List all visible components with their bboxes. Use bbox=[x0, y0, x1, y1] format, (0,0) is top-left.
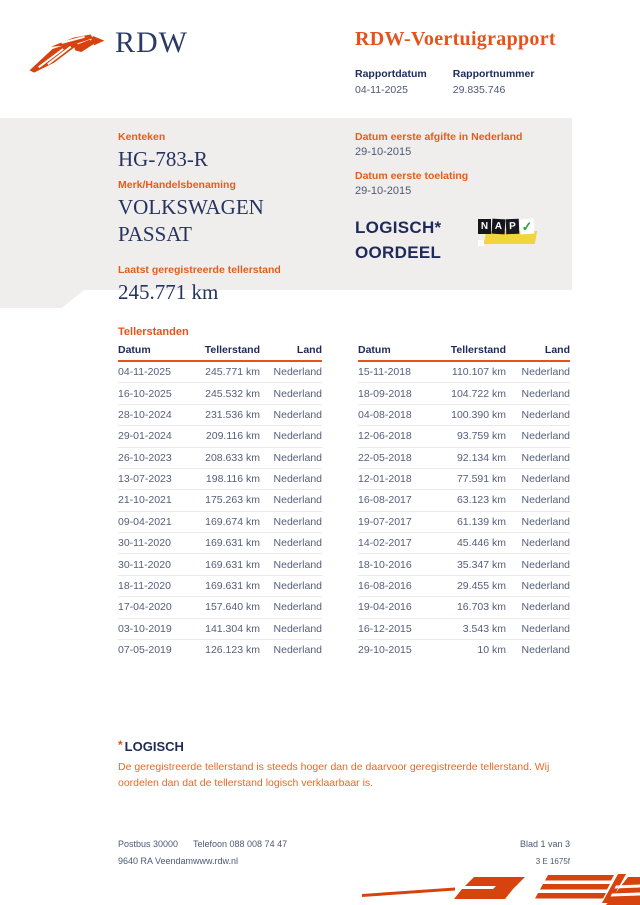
land-cell: Nederland bbox=[514, 597, 570, 618]
tellerstand-cell: 169.674 km bbox=[192, 511, 268, 532]
oordeel-line2: OORDEEL bbox=[355, 243, 442, 262]
land-cell: Nederland bbox=[268, 533, 322, 554]
table-header-row bbox=[358, 344, 570, 361]
column-header-land: Land bbox=[514, 344, 570, 361]
land-cell: Nederland bbox=[514, 490, 570, 511]
tellerstand-cell: 126.123 km bbox=[205, 644, 260, 657]
footer-website: www.rdw.nl bbox=[193, 856, 239, 866]
datum-cell: 13-07-2023 bbox=[118, 468, 192, 489]
land-cell: Nederland bbox=[514, 575, 570, 596]
table-row bbox=[358, 597, 570, 618]
land-cell: Nederland bbox=[514, 447, 570, 468]
table-row bbox=[358, 490, 570, 511]
land-cell: Nederland bbox=[268, 597, 322, 618]
land-cell: Nederland bbox=[514, 404, 570, 425]
land-cell: Nederland bbox=[268, 468, 322, 489]
tellerstand-cell: 104.722 km bbox=[434, 383, 514, 404]
table-row bbox=[358, 383, 570, 404]
footnote-title-text: LOGISCH bbox=[124, 739, 184, 754]
datum-cell: 04-11-2025 bbox=[118, 361, 192, 383]
tellerstand-cell: 92.134 km bbox=[434, 447, 514, 468]
footer-page-number: Blad 1 van 3 bbox=[519, 839, 570, 849]
land-cell: Nederland bbox=[268, 554, 322, 575]
land-cell: Nederland bbox=[268, 490, 322, 511]
nap-logo bbox=[478, 218, 538, 248]
datum-cell: 29-10-2015 bbox=[358, 644, 412, 657]
land-cell: Nederland bbox=[268, 404, 322, 425]
table-row bbox=[118, 404, 322, 425]
tellerstand-cell: 175.263 km bbox=[192, 490, 268, 511]
table-row bbox=[358, 511, 570, 532]
rapportdatum-label: Rapportdatum bbox=[355, 68, 427, 80]
land-cell: Nederland bbox=[514, 554, 570, 575]
footnote-asterisk: * bbox=[118, 738, 123, 752]
rdw-wordmark: RDW bbox=[115, 26, 188, 59]
table-row bbox=[358, 575, 570, 596]
land-cell: Nederland bbox=[521, 644, 570, 657]
footnote-body: De geregistreerde tellerstand is steeds hoger dan de daarvoor geregistreerde tellerstand. Wij oordelen dan dat de tellerstand logisch verklaarbaar is. bbox=[118, 761, 550, 789]
datum-cell: 09-04-2021 bbox=[118, 511, 192, 532]
tellerstand-cell: 245.532 km bbox=[192, 383, 268, 404]
table-row bbox=[358, 361, 570, 383]
datum-cell: 29-01-2024 bbox=[118, 426, 192, 447]
tellerstand-cell: 141.304 km bbox=[192, 618, 268, 639]
tellerstand-cell: 29.455 km bbox=[434, 575, 514, 596]
table-row bbox=[118, 361, 322, 383]
merk-label: Merk/Handelsbenaming bbox=[118, 179, 236, 191]
datum-cell: 19-07-2017 bbox=[358, 511, 434, 532]
datum-cell: 19-04-2016 bbox=[358, 597, 434, 618]
land-cell: Nederland bbox=[268, 575, 322, 596]
footer-address-line1: Postbus 30000 bbox=[118, 839, 179, 849]
table-header-row bbox=[118, 344, 322, 361]
land-cell: Nederland bbox=[514, 533, 570, 554]
toelating-label: Datum eerste toelating bbox=[355, 170, 469, 182]
tellerstand-cell: 198.116 km bbox=[192, 468, 268, 489]
tellerstand-cell: 157.640 km bbox=[192, 597, 268, 618]
tellerstand-cell: 100.390 km bbox=[434, 404, 514, 425]
datum-cell: 12-06-2018 bbox=[358, 426, 434, 447]
column-header-tellerstand: Tellerstand bbox=[434, 344, 514, 361]
oordeel-line1: LOGISCH* bbox=[355, 218, 442, 237]
bottom-wing-decoration-icon bbox=[362, 872, 640, 905]
oordeel-text bbox=[355, 215, 585, 265]
table-row bbox=[358, 618, 570, 639]
datum-cell: 16-10-2025 bbox=[118, 383, 192, 404]
datum-cell: 30-11-2020 bbox=[118, 533, 192, 554]
datum-cell: 30-11-2020 bbox=[118, 554, 192, 575]
tellerstanden-section-title: Tellerstanden bbox=[118, 326, 189, 338]
afgifte-value: 29-10-2015 bbox=[355, 146, 412, 158]
datum-cell: 18-09-2018 bbox=[358, 383, 434, 404]
tellerstand-cell: 245.771 km bbox=[192, 361, 268, 383]
land-cell: Nederland bbox=[268, 361, 322, 383]
nap-white-square bbox=[478, 240, 484, 246]
table-row bbox=[358, 554, 570, 575]
table-row bbox=[118, 575, 322, 596]
nap-letter-p: P bbox=[506, 219, 520, 234]
table-row bbox=[358, 426, 570, 447]
tellerstand-cell: 208.633 km bbox=[192, 447, 268, 468]
land-cell: Nederland bbox=[268, 511, 322, 532]
land-cell: Nederland bbox=[514, 426, 570, 447]
table-row bbox=[118, 554, 322, 575]
tellerstand-cell: 3.543 km bbox=[434, 618, 514, 639]
land-cell: Nederland bbox=[514, 361, 570, 383]
tellerstand-cell: 63.123 km bbox=[434, 490, 514, 511]
logisch-footnote bbox=[118, 738, 580, 791]
afgifte-label: Datum eerste afgifte in Nederland bbox=[355, 131, 523, 143]
table-row bbox=[118, 639, 322, 660]
toelating-value: 29-10-2015 bbox=[355, 185, 412, 197]
tellerstanden-table-right bbox=[358, 344, 570, 660]
table-row bbox=[358, 533, 570, 554]
table-row bbox=[118, 511, 322, 532]
rdw-eagle-icon bbox=[28, 20, 112, 78]
table-row bbox=[118, 533, 322, 554]
datum-cell: 21-10-2021 bbox=[118, 490, 192, 511]
laatste-tellerstand-value: 245.771 km bbox=[118, 280, 219, 304]
land-cell: Nederland bbox=[268, 618, 322, 639]
table-row bbox=[358, 447, 570, 468]
land-cell: Nederland bbox=[514, 383, 570, 404]
land-cell: Nederland bbox=[268, 426, 322, 447]
rapportdatum-value: 04-11-2025 bbox=[355, 84, 408, 96]
kenteken-value: HG-783-R bbox=[118, 147, 208, 171]
tellerstand-cell: 110.107 km bbox=[434, 361, 514, 383]
tellerstand-cell: 35.347 km bbox=[434, 554, 514, 575]
datum-cell: 12-01-2018 bbox=[358, 468, 434, 489]
land-cell: Nederland bbox=[514, 468, 570, 489]
tellerstand-cell: 77.591 km bbox=[434, 468, 514, 489]
rapportnummer-label: Rapportnummer bbox=[452, 68, 535, 80]
table-row bbox=[358, 639, 570, 660]
footer-form-code: 3 E 1675f bbox=[535, 857, 570, 866]
table-row bbox=[358, 404, 570, 425]
table-row bbox=[118, 468, 322, 489]
rapportnummer-value: 29.835.746 bbox=[452, 84, 506, 96]
column-header-tellerstand: Tellerstand bbox=[192, 344, 268, 361]
datum-cell: 16-12-2015 bbox=[358, 618, 434, 639]
merk-value-line2: PASSAT bbox=[118, 222, 192, 246]
datum-cell: 03-10-2019 bbox=[118, 618, 192, 639]
nap-letter-a: A bbox=[492, 219, 506, 235]
land-cell: Nederland bbox=[514, 511, 570, 532]
land-cell: Nederland bbox=[268, 383, 322, 404]
tellerstand-cell: 61.139 km bbox=[434, 511, 514, 532]
tellerstand-cell: 209.116 km bbox=[192, 426, 268, 447]
report-title: RDW-Voertuigrapport bbox=[355, 28, 556, 50]
datum-cell: 16-08-2017 bbox=[358, 490, 434, 511]
land-cell: Nederland bbox=[273, 644, 322, 657]
datum-cell: 22-05-2018 bbox=[358, 447, 434, 468]
tellerstand-cell: 10 km bbox=[477, 644, 506, 657]
tellerstand-cell: 169.631 km bbox=[192, 575, 268, 596]
tellerstand-cell: 93.759 km bbox=[434, 426, 514, 447]
tellerstand-cell: 16.703 km bbox=[434, 597, 514, 618]
vehicle-left-column bbox=[118, 131, 348, 312]
datum-cell: 28-10-2024 bbox=[118, 404, 192, 425]
datum-cell: 04-08-2018 bbox=[358, 404, 434, 425]
table-row bbox=[118, 490, 322, 511]
datum-cell: 18-11-2020 bbox=[118, 575, 192, 596]
footer-address-line2: 9640 RA Veendam bbox=[118, 856, 194, 866]
table-row bbox=[118, 426, 322, 447]
table-row bbox=[358, 468, 570, 489]
tellerstand-cell: 231.536 km bbox=[192, 404, 268, 425]
footer-phone: Telefoon 088 008 74 47 bbox=[193, 839, 288, 849]
datum-cell: 16-08-2016 bbox=[358, 575, 434, 596]
tellerstand-cell: 169.631 km bbox=[192, 554, 268, 575]
table-row bbox=[118, 618, 322, 639]
tellerstanden-table-left bbox=[118, 344, 322, 660]
tellerstand-cell: 45.446 km bbox=[434, 533, 514, 554]
datum-cell: 07-05-2019 bbox=[118, 644, 172, 657]
rdw-logo bbox=[28, 20, 112, 78]
vehicle-right-column bbox=[355, 131, 585, 265]
merk-value-line1: VOLKSWAGEN bbox=[118, 195, 264, 219]
report-meta bbox=[355, 68, 560, 96]
datum-cell: 26-10-2023 bbox=[118, 447, 192, 468]
datum-cell: 18-10-2016 bbox=[358, 554, 434, 575]
table-row bbox=[118, 447, 322, 468]
nap-letter-n: N bbox=[478, 219, 491, 234]
land-cell: Nederland bbox=[514, 618, 570, 639]
column-header-datum: Datum bbox=[358, 344, 434, 361]
footnote-title bbox=[118, 738, 580, 754]
kenteken-label: Kenteken bbox=[118, 131, 166, 143]
tellerstand-cell: 169.631 km bbox=[192, 533, 268, 554]
datum-cell: 17-04-2020 bbox=[118, 597, 192, 618]
land-cell: Nederland bbox=[268, 447, 322, 468]
datum-cell: 15-11-2018 bbox=[358, 361, 434, 383]
table-row bbox=[118, 597, 322, 618]
laatste-tellerstand-label: Laatst geregistreerde tellerstand bbox=[118, 264, 281, 276]
datum-cell: 14-02-2017 bbox=[358, 533, 434, 554]
nap-check-icon: ✓ bbox=[521, 218, 533, 234]
column-header-land: Land bbox=[268, 344, 322, 361]
table-row bbox=[118, 383, 322, 404]
column-header-datum: Datum bbox=[118, 344, 192, 361]
